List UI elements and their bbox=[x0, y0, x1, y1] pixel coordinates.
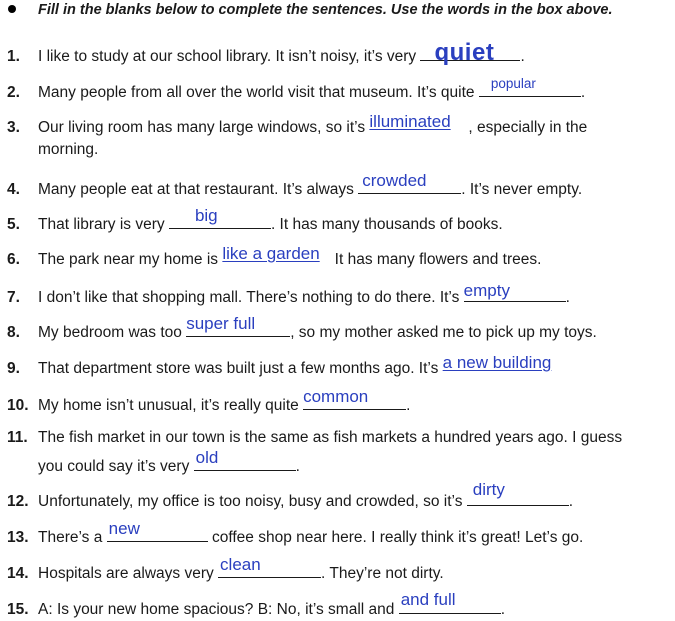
item-number: 15. bbox=[7, 601, 29, 618]
sentence-text: Many people eat at that restaurant. It’s always bbox=[38, 181, 354, 198]
sentence-end: . It’s never empty. bbox=[461, 181, 583, 198]
handwritten-answer: quiet bbox=[434, 39, 495, 66]
item-number: 3. bbox=[7, 119, 20, 136]
answer-blank[interactable] bbox=[420, 39, 520, 66]
sentence-text: My home isn’t unusual, it’s really quite bbox=[38, 397, 299, 414]
handwritten-answer: new bbox=[108, 519, 140, 538]
item-number: 9. bbox=[7, 360, 20, 377]
sentence-end: . bbox=[406, 397, 411, 414]
sentence-text: Hospitals are always very bbox=[38, 565, 214, 582]
handwritten-answer: clean bbox=[220, 555, 261, 574]
sentence-end: . bbox=[295, 458, 300, 475]
answer-blank[interactable] bbox=[218, 555, 321, 578]
sentence-end: , especially in the bbox=[468, 119, 588, 136]
item-number: 12. bbox=[7, 493, 29, 510]
sentence-end: . bbox=[565, 289, 570, 306]
sentence-11-continued bbox=[38, 448, 300, 476]
answer-blank[interactable] bbox=[369, 112, 468, 132]
answer-blank[interactable] bbox=[479, 76, 581, 97]
sentence-text: you could say it’s very bbox=[38, 458, 190, 475]
sentence-end: . It has many thousands of books. bbox=[270, 216, 503, 233]
sentence-14 bbox=[7, 555, 444, 583]
handwritten-answer: common bbox=[303, 387, 369, 406]
sentence-text: That department store was built just a few months ago. It’s bbox=[38, 360, 439, 377]
sentence-end: It has many flowers and trees. bbox=[330, 251, 542, 268]
answer-blank[interactable] bbox=[303, 387, 406, 410]
handwritten-answer: like a garden bbox=[222, 244, 320, 263]
answer-blank[interactable] bbox=[463, 281, 566, 302]
sentence-text: I don’t like that shopping mall. There’s nothing to do there. It’s bbox=[38, 289, 460, 306]
sentence-end: . They’re not dirty. bbox=[321, 565, 444, 582]
sentence-3-continued: morning. bbox=[38, 141, 99, 158]
answer-blank[interactable] bbox=[194, 448, 296, 471]
handwritten-answer: super full bbox=[186, 314, 256, 333]
sentence-end: . bbox=[520, 48, 525, 65]
item-number: 2. bbox=[7, 84, 20, 101]
sentence-text: The fish market in our town is the same as fish markets a hundred years ago. I guess bbox=[38, 429, 623, 446]
instructions bbox=[8, 2, 612, 18]
sentence-end: . bbox=[580, 84, 586, 101]
sentence-13 bbox=[7, 519, 584, 547]
sentence-8 bbox=[7, 314, 597, 342]
answer-blank[interactable] bbox=[358, 171, 461, 194]
sentence-text: Many people from all over the world visit that museum. It’s quite bbox=[38, 84, 475, 101]
sentence-text: Our living room has many large windows, so it’s bbox=[38, 119, 366, 136]
sentence-text: A: Is your new home spacious? B: No, it’s small and bbox=[38, 601, 395, 618]
sentence-end: . bbox=[500, 601, 506, 618]
sentence-end: coffee shop near here. I really think it’s great! Let’s go. bbox=[207, 529, 584, 546]
item-number: 14. bbox=[7, 565, 29, 582]
sentence-text: That library is very bbox=[38, 216, 165, 233]
handwritten-answer: illuminated bbox=[369, 112, 451, 131]
item-number: 4. bbox=[7, 181, 20, 198]
answer-blank[interactable] bbox=[442, 353, 563, 373]
sentence-5 bbox=[7, 206, 503, 234]
sentence-9 bbox=[7, 353, 563, 378]
sentence-text: There’s a bbox=[38, 529, 103, 546]
sentence-7 bbox=[7, 281, 570, 307]
sentence-end: . bbox=[568, 493, 574, 510]
sentence-text: My bedroom was too bbox=[38, 324, 182, 341]
instruction-text: Fill in the blanks below to complete the sentences. Use the words in the box above. bbox=[38, 2, 613, 18]
answer-blank[interactable] bbox=[222, 244, 330, 264]
sentence-1 bbox=[7, 39, 525, 66]
handwritten-answer: crowded bbox=[362, 171, 427, 190]
handwritten-answer: old bbox=[195, 448, 219, 467]
sentence-6 bbox=[7, 244, 542, 269]
item-number: 11. bbox=[7, 429, 28, 446]
sentence-2 bbox=[7, 76, 586, 102]
answer-blank[interactable] bbox=[186, 314, 290, 337]
handwritten-answer: and full bbox=[400, 590, 456, 609]
answer-blank[interactable] bbox=[169, 206, 271, 229]
handwritten-answer: big bbox=[194, 206, 218, 225]
sentence-12 bbox=[7, 480, 574, 511]
handwritten-answer: empty bbox=[463, 281, 510, 300]
item-number: 8. bbox=[7, 324, 20, 341]
sentence-text: Unfortunately, my office is too noisy, busy and crowded, so it’s bbox=[38, 493, 463, 510]
sentence-text: The park near my home is bbox=[38, 251, 219, 268]
answer-blank[interactable] bbox=[107, 519, 208, 542]
handwritten-answer: dirty bbox=[472, 480, 505, 499]
item-number: 7. bbox=[7, 289, 20, 306]
item-number: 5. bbox=[7, 216, 20, 233]
item-number: 6. bbox=[7, 251, 20, 268]
item-number: 1. bbox=[7, 48, 20, 65]
answer-blank[interactable] bbox=[467, 480, 569, 506]
item-number: 10. bbox=[7, 397, 29, 414]
item-number: 13. bbox=[7, 529, 29, 546]
sentence-10 bbox=[7, 387, 411, 415]
bullet-icon bbox=[8, 5, 16, 13]
handwritten-answer: a new building bbox=[442, 353, 552, 372]
handwritten-answer: popular bbox=[490, 76, 536, 91]
answer-blank[interactable] bbox=[399, 590, 501, 614]
sentence-end: , so my mother asked me to pick up my toys. bbox=[290, 324, 597, 341]
sentence-11 bbox=[7, 429, 622, 447]
sentence-15 bbox=[7, 590, 506, 619]
sentence-4 bbox=[7, 171, 583, 199]
sentence-text: I like to study at our school library. It isn’t noisy, it’s very bbox=[38, 48, 417, 65]
sentence-3 bbox=[7, 112, 588, 137]
